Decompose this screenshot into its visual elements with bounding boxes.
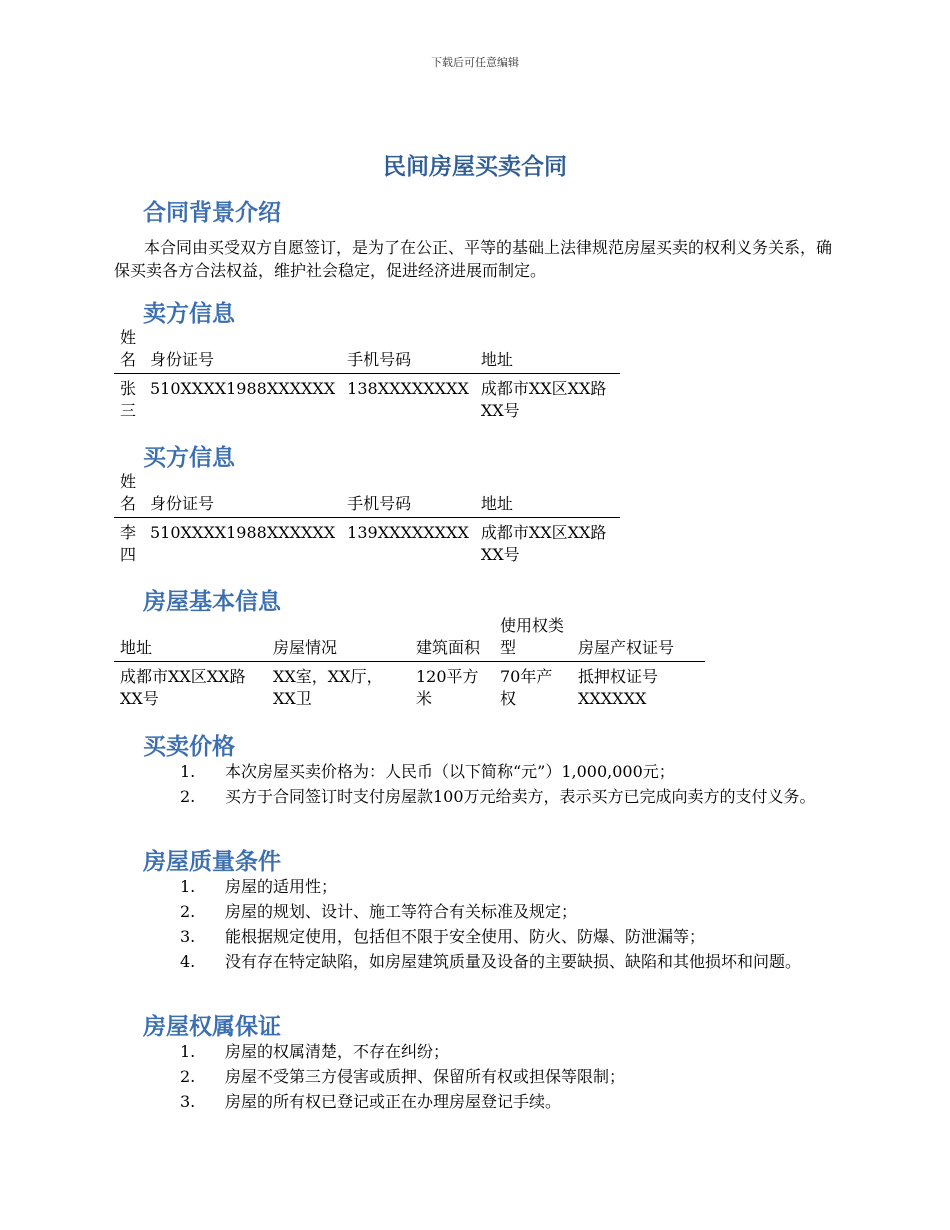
list-item [150, 760, 845, 783]
item-text: 房屋的规划、设计、施工等符合有关标准及规定； [225, 902, 578, 921]
item-text: 房屋的所有权已登记或正在办理房屋登记手续。 [225, 1092, 562, 1111]
price-list [150, 760, 845, 810]
item-text: 没有存在特定缺陷，如房屋建筑质量及设备的主要缺损、缺陷和其他损坏和问题。 [225, 952, 802, 971]
item-number: 2. [180, 902, 196, 921]
table-header-row [114, 327, 620, 374]
cell-area: 120平方米 [416, 667, 479, 708]
section-heading-quality: 房屋质量条件 [143, 849, 281, 875]
cell-address: 成都市XX区XX路XX号 [480, 379, 607, 420]
section-heading-house: 房屋基本信息 [143, 589, 281, 615]
background-paragraph: 本合同由买受双方自愿签订，是为了在公正、平等的基础上法律规范房屋买卖的权利义务关系，确保买卖各方合法权益，维护社会稳定，促进经济进展而制定。 [114, 238, 833, 280]
col-header-usage-type: 使用权类型 [494, 615, 572, 662]
col-header-phone: 手机号码 [341, 327, 475, 374]
item-text: 房屋的适用性； [225, 877, 338, 896]
item-text: 买方于合同签订时支付房屋款100万元给卖方，表示买方已完成向卖方的支付义务。 [225, 787, 816, 806]
list-item [150, 900, 845, 923]
seller-table [114, 327, 620, 422]
list-item [150, 1065, 845, 1088]
col-header-area: 建筑面积 [410, 615, 494, 662]
list-item [150, 875, 845, 898]
table-row [114, 374, 620, 423]
table-row [114, 518, 620, 567]
header-note: 下载后可任意编辑 [431, 56, 519, 69]
col-header-name: 姓名 [114, 327, 144, 374]
item-number: 1. [180, 1042, 196, 1061]
item-text: 能根据规定使用，包括但不限于安全使用、防火、防爆、防泄漏等； [225, 927, 706, 946]
col-header-address: 地址 [475, 327, 620, 374]
cell-name: 李四 [120, 523, 137, 564]
cell-name: 张三 [120, 379, 137, 420]
cell-certificate: 抵押权证号XXXXXX [578, 667, 659, 708]
list-item [150, 1040, 845, 1063]
cell-id: 510XXXX1988XXXXXX [150, 379, 336, 398]
buyer-table [114, 471, 620, 566]
table-header-row [114, 615, 705, 662]
list-item [150, 1090, 845, 1113]
cell-phone: 138XXXXXXXX [347, 379, 469, 398]
quality-list [150, 875, 845, 975]
cell-address: 成都市XX区XX路XX号 [120, 667, 246, 708]
list-item [150, 925, 845, 948]
section-heading-price: 买卖价格 [143, 734, 235, 760]
item-text: 房屋不受第三方侵害或质押、保留所有权或担保等限制； [225, 1067, 626, 1086]
cell-address: 成都市XX区XX路XX号 [480, 523, 607, 564]
cell-usage-type: 70年产权 [500, 667, 553, 708]
list-item [150, 785, 845, 808]
section-heading-buyer: 买方信息 [143, 445, 235, 471]
col-header-name: 姓名 [114, 471, 144, 518]
col-header-id: 身份证号 [144, 327, 341, 374]
cell-phone: 139XXXXXXXX [347, 523, 469, 542]
document-title: 民间房屋买卖合同 [383, 154, 567, 180]
col-header-phone: 手机号码 [341, 471, 475, 518]
table-header-row [114, 471, 620, 518]
item-text: 本次房屋买卖价格为：人民币（以下简称“元”）1,000,000元； [225, 762, 675, 781]
item-number: 1. [180, 877, 196, 896]
table-row [114, 662, 705, 711]
item-number: 2. [180, 1067, 196, 1086]
section-heading-ownership: 房屋权属保证 [143, 1014, 281, 1040]
item-number: 1. [180, 762, 196, 781]
item-number: 3. [180, 1092, 196, 1111]
item-number: 2. [180, 787, 196, 806]
list-item [150, 950, 845, 973]
ownership-list [150, 1040, 845, 1115]
cell-id: 510XXXX1988XXXXXX [150, 523, 336, 542]
house-table [114, 615, 705, 710]
col-header-id: 身份证号 [144, 471, 341, 518]
col-header-certificate: 房屋产权证号 [572, 615, 705, 662]
item-text: 房屋的权属清楚，不存在纠纷； [225, 1042, 450, 1061]
item-number: 3. [180, 927, 196, 946]
col-header-address: 地址 [114, 615, 267, 662]
cell-condition: XX室，XX厅，XX卫 [273, 667, 383, 708]
col-header-address: 地址 [475, 471, 620, 518]
section-heading-background: 合同背景介绍 [143, 200, 281, 226]
col-header-condition: 房屋情况 [267, 615, 410, 662]
item-number: 4. [180, 952, 196, 971]
section-heading-seller: 卖方信息 [143, 301, 235, 327]
